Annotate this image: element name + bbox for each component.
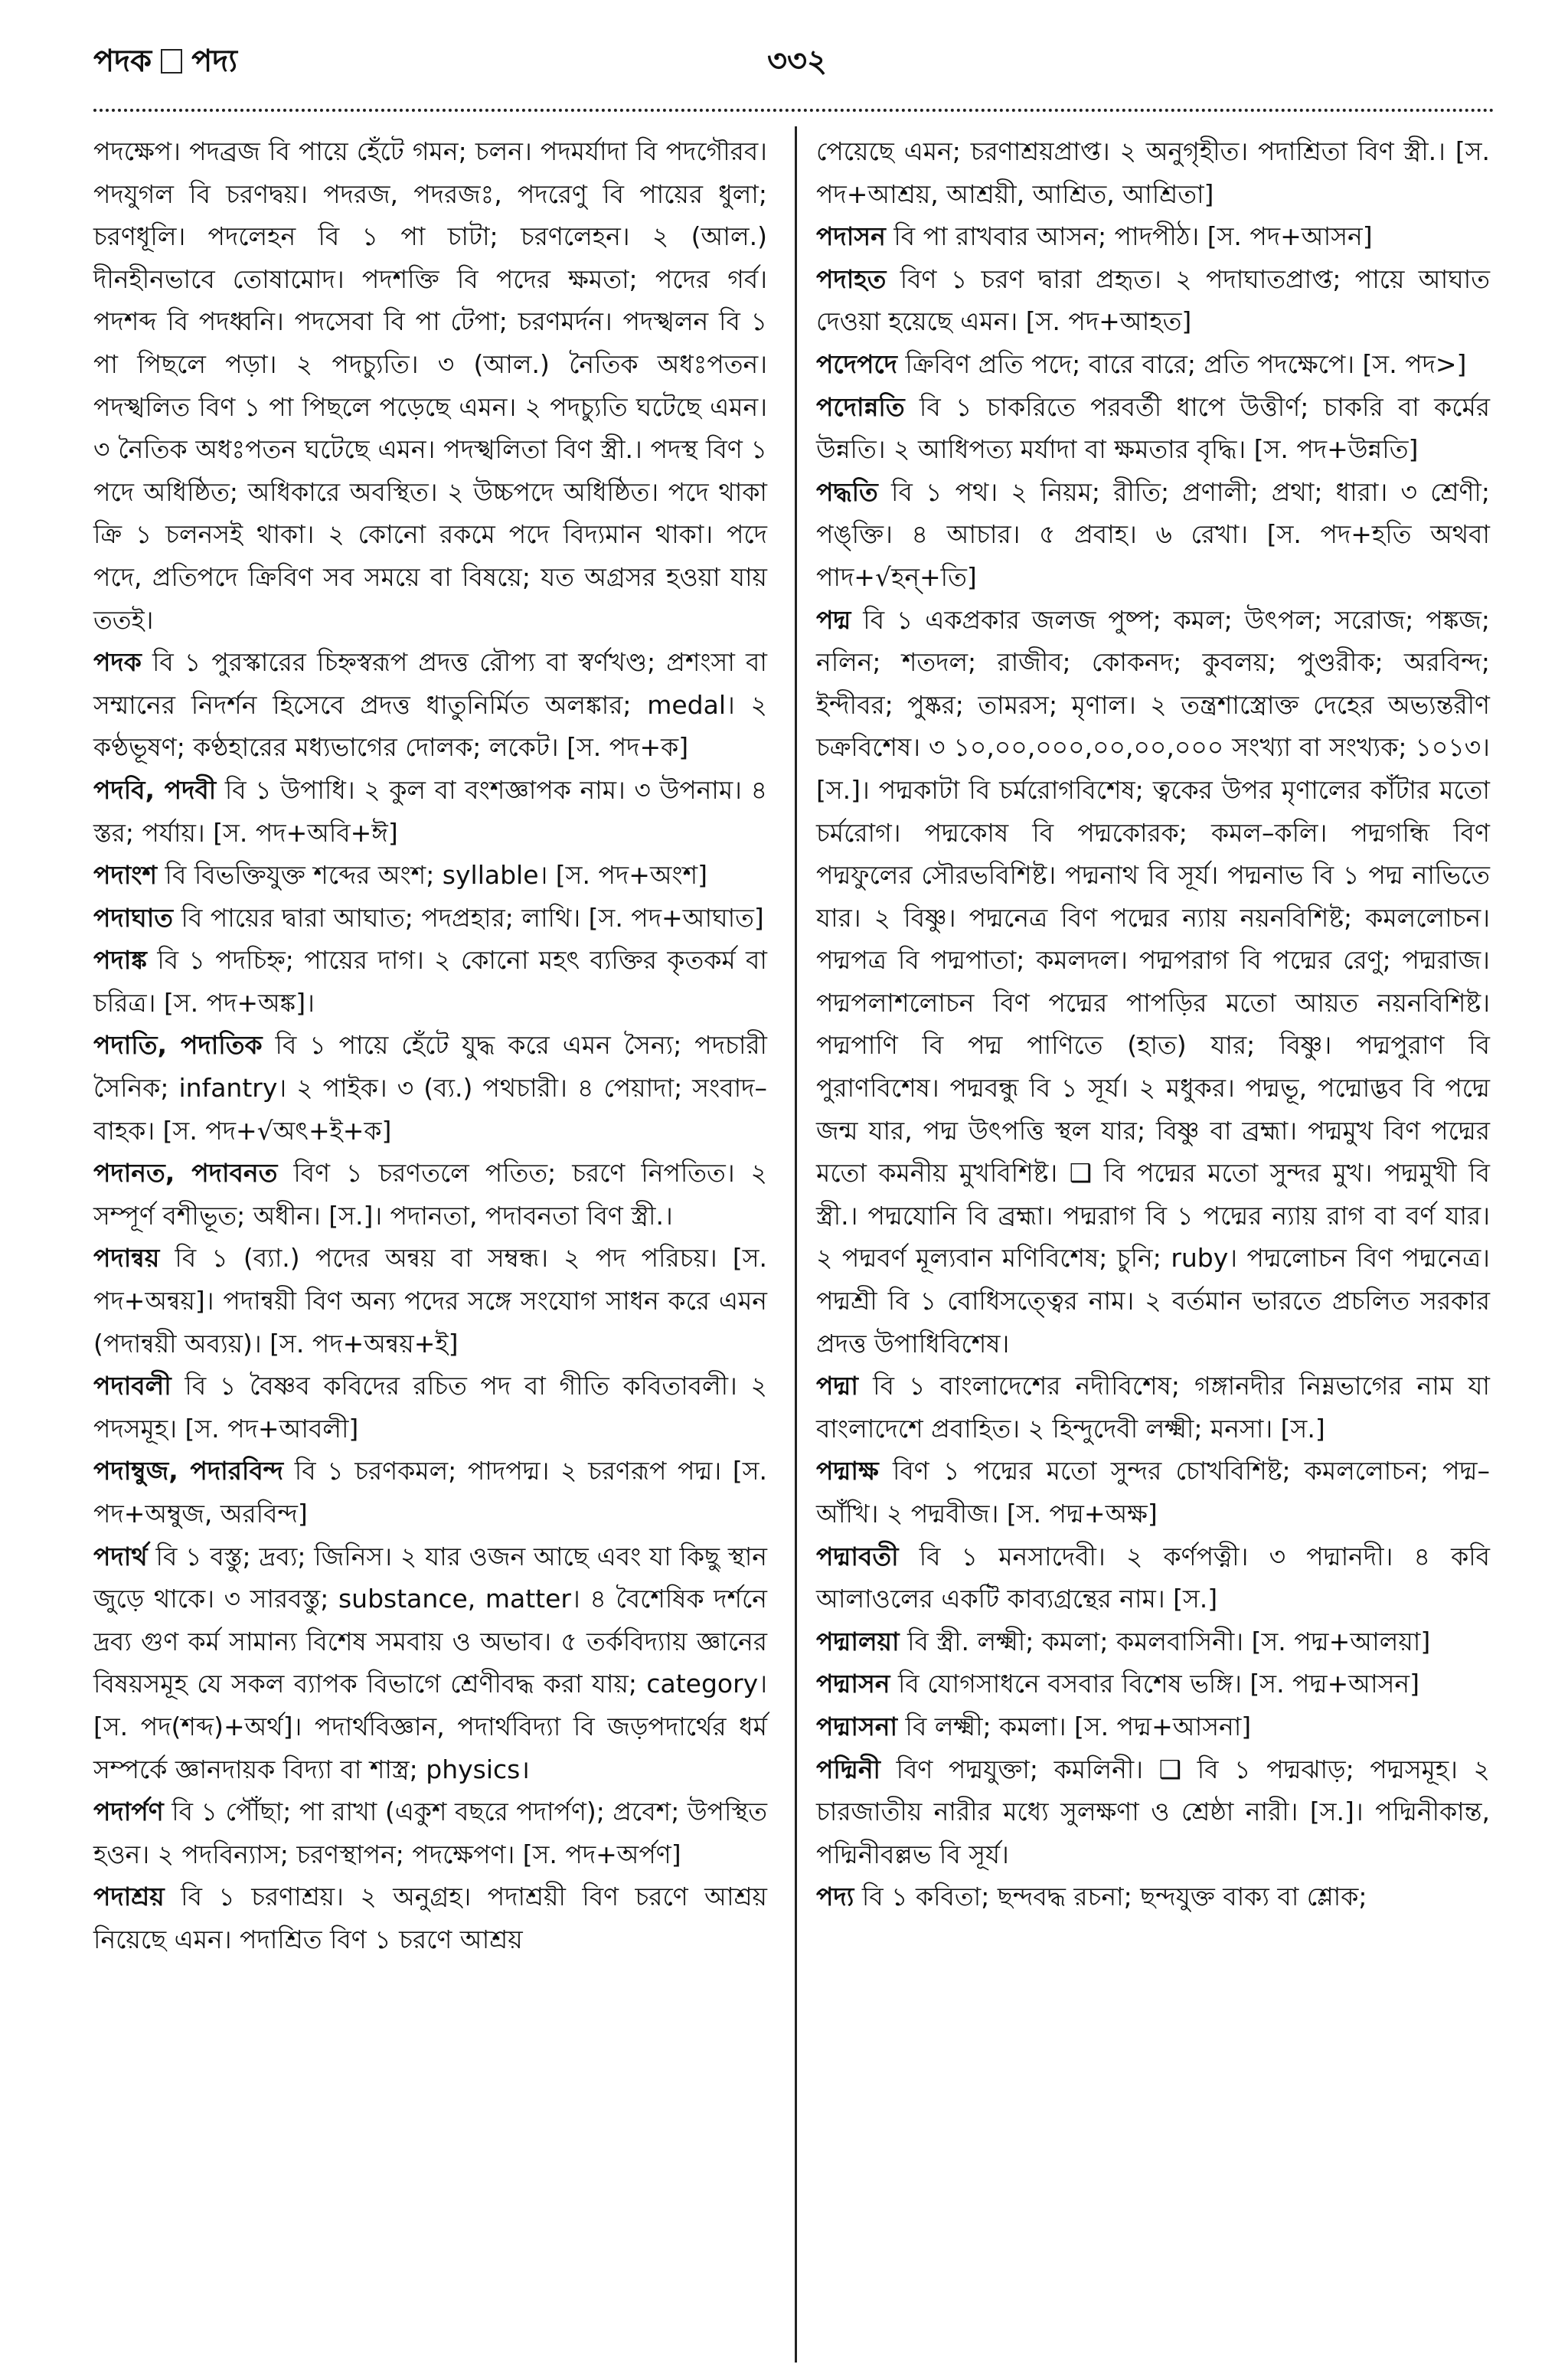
headword: পদার্পণ — [93, 1797, 164, 1827]
dictionary-entry — [93, 897, 767, 940]
dictionary-entry — [816, 1620, 1490, 1663]
headword: পদাশ্রয় — [93, 1882, 165, 1912]
dictionary-entry — [93, 130, 767, 641]
definition-text: পেয়েছে এমন; চরণাশ্রয়প্রাপ্ত। ২ অনুগৃহীত। পদাশ্রিতা বিণ স্ত্রী.। [স. পদ+আশ্রয়, আশ্রয়ী, আশ্রিত, আশ্রিতা] — [816, 136, 1490, 209]
dictionary-entry — [816, 258, 1490, 343]
dictionary-entry — [93, 641, 767, 769]
definition-text: বি ১ পায়ে হেঁটে যুদ্ধ করে এমন সৈন্য; পদচারী সৈনিক; infantry। ২ পাইক। ৩ (ব্য.) পথচারী। ৪ পেয়াদা; সংবাদ–বাহক। [স. পদ+√অৎ+ই+ক] — [93, 1030, 767, 1146]
dictionary-entry — [93, 854, 767, 897]
definition-text: বি লক্ষ্মী; কমলা। [স. পদ্ম+আসনা] — [905, 1711, 1252, 1741]
dictionary-entry — [93, 1790, 767, 1875]
headword: পদ্মাক্ষ — [816, 1456, 879, 1486]
dictionary-entry — [93, 1152, 767, 1237]
dictionary-entry — [816, 1535, 1490, 1620]
dictionary-entry — [816, 386, 1490, 471]
definition-text: বি ১ পৌঁছা; পা রাখা (একুশ বছরে পদার্পণ); প্রবেশ; উপস্থিত হওন। ২ পদবিন্যাস; চরণস্থাপন; পদক্ষেপণ। [স. পদ+অর্পণ] — [93, 1797, 767, 1869]
definition-text: বি স্ত্রী. লক্ষ্মী; কমলা; কমলবাসিনী। [স. পদ্ম+আলয়া] — [907, 1626, 1431, 1656]
headword: পদাংশ — [93, 860, 158, 891]
guide-word-last: পদ্য — [191, 44, 237, 79]
dictionary-entry — [93, 1024, 767, 1152]
headword: পদাহত — [816, 263, 887, 294]
dictionary-entry — [816, 1705, 1490, 1748]
headword: পদার্থ — [93, 1541, 148, 1571]
dictionary-entry — [93, 769, 767, 854]
definition-text: বি বিভক্তিযুক্ত শব্দের অংশ; syllable। [স. পদ+অংশ] — [165, 860, 708, 891]
definition-text: বিণ ১ চরণ দ্বারা প্রহৃত। ২ পদাঘাতপ্রাপ্ত; পায়ে আঘাত দেওয়া হয়েছে এমন। [স. পদ+আহত] — [816, 263, 1490, 337]
dictionary-entry — [93, 939, 767, 1024]
separator-box-icon — [161, 49, 182, 74]
definition-text: বি ১ চরণকমল; পাদপদ্ম। ২ চরণরূপ পদ্ম। [স. পদ+অম্বুজ, অরবিন্দ] — [93, 1456, 767, 1529]
definition-text: বি ১ বস্তু; দ্রব্য; জিনিস। ২ যার ওজন আছে এবং যা কিছু স্থান জুড়ে থাকে। ৩ সারবস্তু; substance, matter। ৪ বৈশেষিক দর্শনে দ্রব্য গুণ কর্ম সামান্য বিশেষ সমবায় ও অভাব। ৫ তর্কবিদ্যায় জ্ঞানের বিষয়সমূহ যে সকল ব্যাপক বিভাগে শ্রেণীবদ্ধ করা যায়; category। [স. পদ(শব্দ)+অর্থ]। পদার্থবিজ্ঞান, পদার্থবিদ্যা বি জড়পদার্থের ধর্ম সম্পর্কে জ্ঞানদায়ক বিদ্যা বা শাস্ত্র; physics। — [93, 1541, 767, 1784]
headword: পদাতি, পদাতিক — [93, 1030, 263, 1061]
headword: পদাসন — [816, 221, 886, 252]
definition-text: বি ১ একপ্রকার জলজ পুষ্প; কমল; উৎপল; সরোজ; পঙ্কজ; নলিন; শতদল; রাজীব; কোকনদ; কুবলয়; পুণ্ডরীক; অরবিন্দ; ইন্দীবর; পুষ্কর; তামরস; মৃণাল। ২ তন্ত্রশাস্ত্রোক্ত দেহের অভ্যন্তরীণ চক্রবিশেষ। ৩ ১০,০০,০০০,০০,০০,০০০ সংখ্যা বা সংখ্যক; ১০১৩। [স.]। পদ্মকাটা বি চর্মরোগবিশেষ; ত্বকের উপর মৃণালের কাঁটার মতো চর্মরোগ। পদ্মকোষ বি পদ্মকোরক; কমল–কলি। পদ্মগন্ধি বিণ পদ্মফুলের সৌরভবিশিষ্ট। পদ্মনাথ বি সূর্য। পদ্মনাভ বি ১ পদ্ম নাভিতে যার। ২ বিষ্ণু। পদ্মনেত্র বিণ পদ্মের ন্যায় নয়নবিশিষ্ট; কমললোচন। পদ্মপত্র বি পদ্মপাতা; কমলদল। পদ্মপরাগ বি পদ্মের রেণু; পদ্মরাজ। পদ্মপলাশলোচন বিণ পদ্মের পাপড়ির মতো আয়ত নয়নবিশিষ্ট। পদ্মপাণি বি পদ্ম পাণিতে (হাত) যার; বিষ্ণু। পদ্মপুরাণ বি পুরাণবিশেষ। পদ্মবন্ধু বি ১ সূর্য। ২ মধুকর। পদ্মভূ, পদ্মোদ্ভব বি পদ্মে জন্ম যার, পদ্ম উৎপত্তি স্থল যার; বিষ্ণু বা ব্রহ্মা। পদ্মমুখ বিণ পদ্মের মতো কমনীয় মুখবিশিষ্ট। ❑ বি পদ্মের মতো সুন্দর মুখ। পদ্মমুখী বি স্ত্রী.। পদ্মযোনি বি ব্রহ্মা। পদ্মরাগ বি ১ পদ্মের ন্যায় রাগ বা বর্ণ যার। ২ পদ্মবর্ণ মূল্যবান মণিবিশেষ; চুনি; ruby। পদ্মলোচন বিণ পদ্মনেত্র। পদ্মশ্রী বি ১ বোধিসত্ত্বের নাম। ২ বর্তমান ভারতে প্রচলিত সরকার প্রদত্ত উপাধিবিশেষ। — [816, 604, 1490, 1359]
definition-text: বি ১ পুরস্কারের চিহ্নস্বরূপ প্রদত্ত রৌপ্য বা স্বর্ণখণ্ড; প্রশংসা বা সম্মানের নিদর্শন হিসেবে প্রদত্ত ধাতুনির্মিত অলঙ্কার; medal। ২ কণ্ঠভূষণ; কণ্ঠহারের মধ্যভাগের দোলক; লকেট। [স. পদ+ক] — [93, 647, 767, 763]
headword: পদবি, পদবী — [93, 774, 217, 805]
headword: পদাবলী — [93, 1371, 172, 1401]
headword: পদান্বয় — [93, 1243, 160, 1274]
dictionary-entry — [816, 1450, 1490, 1535]
guide-words — [93, 37, 237, 88]
dictionary-entry — [816, 599, 1490, 1365]
page-number: ৩৩২ — [767, 44, 828, 79]
definition-text: পদক্ষেপ। পদব্রজ বি পায়ে হেঁটে গমন; চলন। পদমর্যাদা বি পদগৌরব। পদযুগল বি চরণদ্বয়। পদরজ, পদরজঃ, পদরেণু বি পায়ের ধুলা; চরণধূলি। পদলেহন বি ১ পা চাটা; চরণলেহন। ২ (আল.) দীনহীনভাবে তোষামোদ। পদশক্তি বি পদের ক্ষমতা; পদের গর্ব। পদশব্দ বি পদধ্বনি। পদসেবা বি পা টেপা; চরণমর্দন। পদস্খলন বি ১ পা পিছলে পড়া। ২ পদচ্যুতি। ৩ (আল.) নৈতিক অধঃপতন। পদস্খলিত বিণ ১ পা পিছলে পড়েছে এমন। ২ পদচ্যুতি ঘটেছে এমন। ৩ নৈতিক অধঃপতন ঘটেছে এমন। পদস্খলিতা বিণ স্ত্রী.। পদস্থ বিণ ১ পদে অধিষ্ঠিত; অধিকারে অবস্থিত। ২ উচ্চপদে অধিষ্ঠিত। পদে থাকা ক্রি ১ চলনসই থাকা। ২ কোনো রকমে পদে বিদ্যমান থাকা। পদে পদে, প্রতিপদে ক্রিবিণ সব সময়ে বা বিষয়ে; যত অগ্রসর হওয়া যায় ততই। — [93, 136, 767, 635]
definition-text: ক্রিবিণ প্রতি পদে; বারে বারে; প্রতি পদক্ষেপে। [স. পদ>] — [905, 348, 1467, 379]
dictionary-entry — [816, 343, 1490, 386]
left-column — [93, 130, 767, 1961]
dictionary-entry — [93, 1237, 767, 1365]
dictionary-entry — [93, 1875, 767, 1960]
dictionary-entry — [816, 1748, 1490, 1876]
definition-text: বি ১ পথ। ২ নিয়ম; রীতি; প্রণালী; প্রথা; ধারা। ৩ শ্রেণী; পঙ্‌ক্তি। ৪ আচার। ৫ প্রবাহ। ৬ রেখা। [স. পদ+হতি অথবা পাদ+√হন্‌+তি] — [816, 476, 1490, 592]
headword: পদ্ম — [816, 604, 851, 635]
dictionary-entry — [816, 215, 1490, 258]
headword: পদাঙ্ক — [93, 945, 147, 976]
header-rule — [93, 109, 1494, 112]
definition-text: বি ১ মনসাদেবী। ২ কর্ণপত্নী। ৩ পদ্মানদী। ৪ কবি আলাওলের একটি কাব্যগ্রন্থের নাম। [স.] — [816, 1541, 1491, 1614]
headword: পদানত, পদাবনত — [93, 1158, 278, 1189]
guide-word-first: পদক — [93, 44, 152, 79]
definition-text: বি ১ চরণাশ্রয়। ২ অনুগ্রহ। পদাশ্রয়ী বিণ চরণে আশ্রয় নিয়েছে এমন। পদাশ্রিত বিণ ১ চরণে আশ্রয় — [93, 1882, 767, 1954]
definition-text: বি ১ বৈষ্ণব কবিদের রচিত পদ বা গীতি কবিতাবলী। ২ পদসমূহ। [স. পদ+আবলী] — [93, 1371, 767, 1444]
headword: পদক — [93, 647, 142, 678]
definition-text: বি ১ পদচিহ্ন; পায়ের দাগ। ২ কোনো মহৎ ব্যক্তির কৃতকর্ম বা চরিত্র। [স. পদ+অঙ্ক]। — [93, 945, 767, 1018]
definition-text: বি ১ (ব্যা.) পদের অন্বয় বা সম্বন্ধ। ২ পদ পরিচয়। [স. পদ+অন্বয়]। পদান্বয়ী বিণ অন্য পদের সঙ্গে সংযোগ সাধন করে এমন (পদান্বয়ী অব্যয়)। [স. পদ+অন্বয়+ই] — [93, 1243, 767, 1359]
headword: পদ্মাসনা — [816, 1711, 898, 1741]
headword: পদ্মালয়া — [816, 1626, 900, 1656]
headword: পদ্মিনী — [816, 1754, 880, 1784]
dictionary-entry — [816, 1663, 1490, 1705]
dictionary-entry — [816, 1365, 1490, 1450]
headword: পদ্মা — [816, 1371, 858, 1401]
headword: পদ্মাসন — [816, 1669, 890, 1699]
definition-text: বি ১ কবিতা; ছন্দবদ্ধ রচনা; ছন্দযুক্ত বাক্য বা শ্লোক; — [861, 1882, 1367, 1912]
definition-text: বি যোগসাধনে বসবার বিশেষ ভঙ্গি। [স. পদ্ম+আসন] — [897, 1669, 1419, 1699]
headword: পদ্মাবতী — [816, 1541, 899, 1571]
headword: পদ্ধতি — [816, 476, 878, 507]
page-header — [93, 31, 1494, 84]
definition-text: বি ১ চাকরিতে পরবর্তী ধাপে উত্তীর্ণ; চাকরি বা কর্মের উন্নতি। ২ আধিপত্য মর্যাদা বা ক্ষমতার বৃদ্ধি। [স. পদ+উন্নতি] — [816, 391, 1490, 465]
definition-text: বি পায়ের দ্বারা আঘাত; পদপ্রহার; লাথি। [স. পদ+আঘাত] — [181, 902, 764, 933]
definition-text: বি পা রাখবার আসন; পাদপীঠ। [স. পদ+আসন] — [893, 221, 1373, 252]
headword: পদোন্নতি — [816, 391, 905, 422]
headword: পদ্য — [816, 1882, 854, 1912]
dictionary-entry — [93, 1365, 767, 1450]
definition-text: বিণ ১ চরণতলে পতিত; চরণে নিপতিত। ২ সম্পূর্ণ বশীভূত; অধীন। [স.]। পদানতা, পদাবনতা বিণ স্ত্রী.। — [93, 1158, 768, 1231]
headword: পদাঘাত — [93, 902, 174, 933]
dictionary-entry — [816, 1875, 1490, 1918]
column-divider — [795, 126, 797, 2363]
dictionary-entry — [93, 1450, 767, 1535]
definition-text: বিণ পদ্মযুক্তা; কমলিনী। ❑ বি ১ পদ্মঝাড়; পদ্মসমূহ। ২ চারজাতীয় নারীর মধ্যে সুলক্ষণা ও শ্রেষ্ঠা নারী। [স.]। পদ্মিনীকান্ত, পদ্মিনীবল্লভ বি সূর্য। — [816, 1754, 1490, 1869]
right-column — [816, 130, 1490, 1918]
dictionary-entry — [816, 130, 1490, 215]
definition-text: বি ১ উপাধি। ২ কুল বা বংশজ্ঞাপক নাম। ৩ উপনাম। ৪ স্তর; পর্যায়। [স. পদ+অবি+ঈ] — [93, 774, 767, 848]
headword: পদাম্বুজ, পদারবিন্দ — [93, 1456, 284, 1486]
headword: পদেপদে — [816, 348, 897, 379]
dictionary-entry — [816, 471, 1490, 599]
dictionary-entry — [93, 1535, 767, 1791]
definition-text: বিণ ১ পদ্মের মতো সুন্দর চোখবিশিষ্ট; কমললোচন; পদ্ম–আঁখি। ২ পদ্মবীজ। [স. পদ্ম+অক্ষ] — [816, 1456, 1490, 1529]
definition-text: বি ১ বাংলাদেশের নদীবিশেষ; গঙ্গানদীর নিম্নভাগের নাম যা বাংলাদেশে প্রবাহিত। ২ হিন্দুদেবী লক্ষ্মী; মনসা। [স.] — [816, 1371, 1490, 1444]
